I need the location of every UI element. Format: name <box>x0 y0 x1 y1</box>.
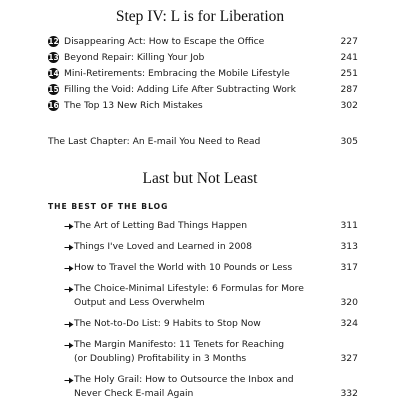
chapter-number-badge: 16 <box>48 101 59 110</box>
chapter-title: Mini-Retirements: Embracing the Mobile Lifestyle <box>64 68 290 79</box>
blog-item-title-line-1: The Choice-Minimal Lifestyle: 6 Formulas for More <box>74 283 304 294</box>
chapter-number-badge: 12 <box>48 37 59 46</box>
chapter-row <box>0 99 400 113</box>
chapter-page: 241 <box>340 52 358 63</box>
arrow-icon <box>64 282 74 296</box>
blog-item-page: 327 <box>340 353 358 364</box>
chapter-page: 227 <box>340 36 358 47</box>
blog-item-page: 313 <box>340 241 358 252</box>
chapter-row <box>0 35 400 49</box>
blog-heading: THE BEST OF THE BLOG <box>48 202 169 211</box>
last-chapter-title: The Last Chapter: An E-mail You Need to Read <box>48 136 261 147</box>
chapter-page: 287 <box>340 84 358 95</box>
arrow-icon <box>64 373 74 387</box>
chapter-page: 251 <box>340 68 358 79</box>
chapter-title: Beyond Repair: Killing Your Job <box>64 52 205 63</box>
blog-item-title-line-2: (or Doubling) Profitability in 3 Months <box>74 353 247 364</box>
last-chapter-row <box>0 135 400 149</box>
blog-item-title-line-2: Never Check E-mail Again <box>74 388 194 399</box>
arrow-icon <box>64 317 74 331</box>
arrow-icon <box>64 261 74 275</box>
blog-item-page: 324 <box>340 318 358 329</box>
blog-item-title: The Art of Letting Bad Things Happen <box>74 220 248 231</box>
chapter-number-badge: 14 <box>48 69 59 78</box>
chapter-title: The Top 13 New Rich Mistakes <box>64 100 203 111</box>
chapter-page: 302 <box>340 100 358 111</box>
arrow-icon <box>64 219 74 233</box>
chapter-row <box>0 67 400 81</box>
blog-item-title: How to Travel the World with 10 Pounds or Less <box>74 262 293 273</box>
section-title-last-but-not-least: Last but Not Least <box>142 170 258 187</box>
chapter-title: Disappearing Act: How to Escape the Office <box>64 36 265 47</box>
blog-item-page: 320 <box>340 297 358 308</box>
chapter-number-badge: 15 <box>48 85 59 94</box>
blog-item-page: 311 <box>340 220 358 231</box>
chapter-title: Filling the Void: Adding Life After Subtracting Work <box>64 84 296 95</box>
last-chapter-page: 305 <box>340 136 358 147</box>
blog-item-title: The Not-to-Do List: 9 Habits to Stop Now <box>74 318 261 329</box>
blog-item-title: Things I've Loved and Learned in 2008 <box>74 241 252 252</box>
blog-item-page: 332 <box>340 388 358 399</box>
chapter-number-badge: 13 <box>48 53 59 62</box>
blog-item-title-line-1: The Margin Manifesto: 11 Tenets for Reaching <box>74 339 285 350</box>
arrow-icon <box>64 338 74 352</box>
blog-item-page: 317 <box>340 262 358 273</box>
chapter-row <box>0 51 400 65</box>
blog-item-title-line-1: The Holy Grail: How to Outsource the Inbox and <box>74 374 294 385</box>
blog-item-title-line-2: Output and Less Overwhelm <box>74 297 205 308</box>
chapter-row <box>0 83 400 97</box>
arrow-icon <box>64 240 74 254</box>
section-title-step-iv: Step IV: L is for Liberation <box>115 8 285 25</box>
